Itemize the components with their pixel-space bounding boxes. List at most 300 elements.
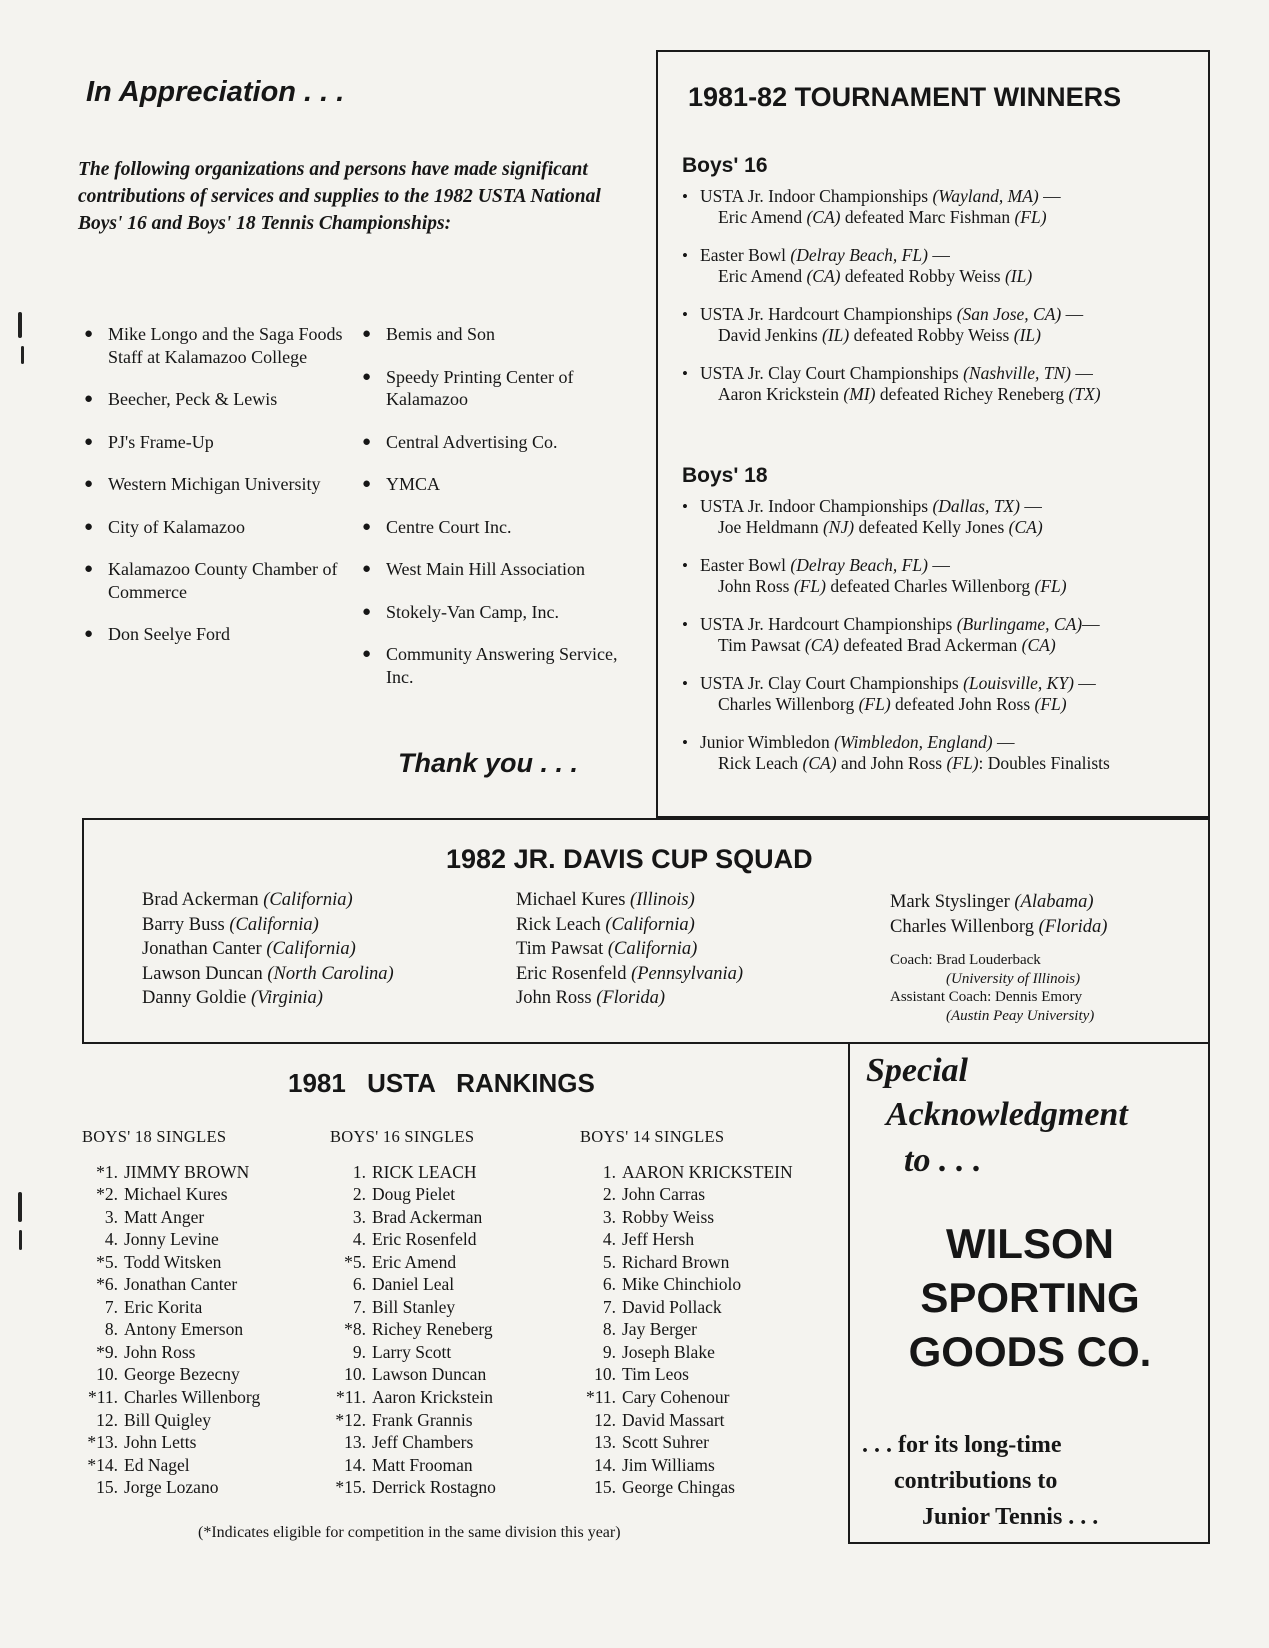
player-name: Jeff Hersh xyxy=(622,1229,695,1250)
member-name: Tim Pawsat xyxy=(516,939,604,960)
contributor-item: ● Western Michigan University xyxy=(84,473,354,496)
event-dash: — xyxy=(1061,304,1084,324)
boys-18-winners-list xyxy=(682,496,1202,774)
member-state: (California) xyxy=(607,939,698,960)
player-name: Jay Berger xyxy=(622,1319,697,1340)
member-state: (North Carolina) xyxy=(267,963,394,984)
player-name: Joseph Blake xyxy=(622,1341,715,1362)
player-name: Richard Brown xyxy=(622,1251,730,1272)
rank-number: 3. xyxy=(104,1206,118,1227)
ranking-row xyxy=(82,1296,260,1319)
player-name: Mike Chinchiolo xyxy=(622,1274,742,1295)
event-location: (Delray Beach, FL) xyxy=(790,245,928,265)
result-word: defeated xyxy=(830,576,890,596)
player-name: Frank Grannis xyxy=(372,1409,473,1430)
assistant-coach-name: Assistant Coach: Dennis Emory xyxy=(890,989,1083,1006)
rank-number: *13. xyxy=(87,1432,118,1453)
contributors-list-right xyxy=(362,323,622,688)
event-name: USTA Jr. Clay Court Championships xyxy=(700,673,959,693)
player-name: Michael Kures xyxy=(124,1184,228,1205)
rank-number: *1. xyxy=(96,1161,118,1182)
player-name: Richey Reneberg xyxy=(372,1319,493,1340)
result-word: defeated xyxy=(858,517,918,537)
ranking-row xyxy=(82,1228,260,1251)
rank-number: *6. xyxy=(96,1274,118,1295)
player-1-state: (CA) xyxy=(802,753,837,773)
event-name: USTA Jr. Hardcourt Championships xyxy=(700,614,953,634)
player-name: Antony Emerson xyxy=(124,1319,244,1340)
squad-member xyxy=(516,888,743,913)
member-state: (Virginia) xyxy=(250,988,323,1009)
davis-squad-column-2 xyxy=(516,888,743,1011)
member-state: (Alabama) xyxy=(1014,892,1094,912)
player-1-state: (FL) xyxy=(858,694,891,714)
player-1: Rick Leach xyxy=(718,753,799,773)
rank-number: 7. xyxy=(602,1296,616,1317)
ranking-row xyxy=(580,1431,793,1454)
ranking-heading: BOYS' 16 SINGLES xyxy=(330,1127,475,1146)
player-2: Brad Ackerman xyxy=(906,635,1018,655)
result-note: : Doubles Finalists xyxy=(978,753,1110,773)
member-name: Jonathan Canter xyxy=(142,939,262,960)
ranking-heading: BOYS' 14 SINGLES xyxy=(580,1127,725,1146)
rank-number: 5. xyxy=(602,1251,616,1272)
event-name: USTA Jr. Indoor Championships xyxy=(700,496,929,516)
player-name: Bill Quigley xyxy=(124,1409,212,1430)
rank-number: 8. xyxy=(602,1319,616,1340)
player-2: Kelly Jones xyxy=(922,517,1005,537)
squad-member xyxy=(516,962,743,987)
member-state: (California) xyxy=(229,914,319,935)
player-1-state: (CA) xyxy=(806,266,841,286)
appreciation-intro: The following organizations and persons have made significant contributions of services and supplies to the 1982 USTA National Boys' 16 and Boys' 18 Tennis Championships: xyxy=(78,159,601,234)
tournament-result xyxy=(682,732,1202,774)
ranking-row xyxy=(330,1183,496,1206)
player-1: Joe Heldmann xyxy=(718,517,819,537)
event-location: (Dallas, TX) xyxy=(932,496,1020,516)
tournament-winners-box xyxy=(656,50,1210,818)
match-result xyxy=(700,694,1202,715)
player-2-state: (FL) xyxy=(946,753,979,773)
rank-number: 4. xyxy=(104,1229,118,1250)
contributor-item: ● Beecher, Peck & Lewis xyxy=(84,388,354,411)
acknowledgment-line-2: Acknowledgment xyxy=(886,1096,1128,1133)
result-word: and xyxy=(840,753,867,773)
rank-number: 15. xyxy=(96,1477,118,1498)
member-name: Eric Rosenfeld xyxy=(516,963,627,984)
match-result xyxy=(700,517,1202,538)
ranking-row xyxy=(330,1161,496,1184)
company-line-1: WILSON xyxy=(946,1220,1114,1267)
ranking-row xyxy=(580,1386,793,1409)
rank-number: 9. xyxy=(602,1341,616,1362)
player-2: John Ross xyxy=(958,694,1031,714)
squad-member xyxy=(142,888,394,913)
ranking-row xyxy=(580,1161,793,1184)
result-word: defeated xyxy=(844,266,905,286)
player-name: Matt Anger xyxy=(124,1206,205,1227)
player-name: Tim Leos xyxy=(622,1364,689,1385)
contributor-item: ● City of Kalamazoo xyxy=(84,516,354,539)
rank-number: 4. xyxy=(602,1229,616,1250)
rank-number: 2. xyxy=(602,1184,616,1205)
ranking-row xyxy=(330,1363,496,1386)
ranking-row xyxy=(330,1228,496,1251)
member-name: Barry Buss xyxy=(142,914,225,935)
event-location: (Wayland, MA) xyxy=(932,186,1039,206)
ranking-row xyxy=(580,1476,793,1499)
rank-number: 6. xyxy=(352,1274,366,1295)
member-state: (California) xyxy=(266,939,356,960)
player-name: Eric Rosenfeld xyxy=(372,1229,477,1250)
ranking-row xyxy=(330,1318,496,1341)
member-name: Lawson Duncan xyxy=(142,963,263,984)
player-name: Charles Willenborg xyxy=(124,1387,261,1408)
player-name: Larry Scott xyxy=(372,1341,452,1362)
member-name: Michael Kures xyxy=(516,890,626,910)
player-name: Todd Witsken xyxy=(124,1251,222,1272)
ranking-row xyxy=(82,1251,260,1274)
rank-number: 12. xyxy=(594,1409,616,1430)
rank-number: 10. xyxy=(344,1364,366,1385)
player-name: Bill Stanley xyxy=(372,1296,456,1317)
player-name: John Letts xyxy=(124,1432,197,1453)
ranking-row xyxy=(82,1409,260,1432)
contributor-item: ● Bemis and Son xyxy=(362,323,622,346)
member-name: John Ross xyxy=(516,988,592,1009)
player-1-state: (MI) xyxy=(843,384,876,404)
player-2: Charles Willenborg xyxy=(893,576,1031,596)
rank-number: 7. xyxy=(352,1296,366,1317)
davis-squad-column-1 xyxy=(142,888,394,1011)
player-name: Eric Amend xyxy=(372,1251,457,1272)
tournament-result xyxy=(682,363,1202,405)
ranking-row xyxy=(580,1183,793,1206)
contributor-item: ● Community Answering Service, Inc. xyxy=(362,643,622,688)
rank-number: *11. xyxy=(88,1387,118,1408)
player-name: Cary Cohenour xyxy=(622,1387,730,1408)
ranking-row xyxy=(82,1386,260,1409)
rank-number: 14. xyxy=(344,1454,366,1475)
player-name: Brad Ackerman xyxy=(372,1206,483,1227)
match-result xyxy=(700,207,1202,228)
player-name: RICK LEACH xyxy=(372,1161,477,1182)
davis-cup-title: 1982 JR. DAVIS CUP SQUAD xyxy=(446,844,813,874)
player-2-state: (TX) xyxy=(1068,384,1101,404)
contributor-item: ● Kalamazoo County Chamber of Commerce xyxy=(84,558,354,603)
rank-number: 3. xyxy=(352,1206,366,1227)
event-dash: — xyxy=(1038,186,1061,206)
squad-member xyxy=(142,937,394,962)
player-name: George Chingas xyxy=(622,1477,735,1498)
rank-number: 1. xyxy=(602,1161,616,1182)
appreciation-title: In Appreciation . . . xyxy=(86,76,345,108)
acknowledgment-line-1: Special xyxy=(866,1052,968,1089)
event-location: (Wimbledon, England) xyxy=(834,732,993,752)
company-line-3: GOODS CO. xyxy=(908,1328,1152,1375)
davis-cup-box xyxy=(82,818,1210,1044)
player-2: Marc Fishman xyxy=(908,207,1011,227)
ranking-row xyxy=(580,1251,793,1274)
davis-squad-column-3 xyxy=(890,890,1107,1025)
player-1-state: (NJ) xyxy=(822,517,855,537)
player-name: Aaron Krickstein xyxy=(372,1387,494,1408)
match-result xyxy=(700,753,1202,774)
rankings-boys-16 xyxy=(330,1126,496,1499)
contribution-line-2: contributions to xyxy=(894,1468,1058,1494)
rank-number: *5. xyxy=(344,1251,366,1272)
boys-16-winners-list xyxy=(682,186,1202,405)
player-2-state: (CA) xyxy=(1021,635,1056,655)
section-heading-boys-18: Boys' 18 xyxy=(682,464,768,487)
binding-mark xyxy=(21,346,24,364)
contribution-line-3: Junior Tennis . . . xyxy=(922,1504,1099,1530)
event-dash: — xyxy=(927,555,950,575)
rank-number: 15. xyxy=(594,1477,616,1498)
binding-mark xyxy=(18,1192,22,1222)
contributor-item: ● YMCA xyxy=(362,473,622,496)
event-dash: — xyxy=(1019,496,1042,516)
rank-number: 14. xyxy=(594,1454,616,1475)
player-name: David Pollack xyxy=(622,1296,722,1317)
coach-name: Coach: Brad Louderback xyxy=(890,952,1041,969)
contributors-list-left xyxy=(84,323,354,646)
ranking-row xyxy=(580,1296,793,1319)
event-location: (Burlingame, CA) xyxy=(956,614,1083,634)
assistant-coach-affiliation: (Austin Peay University) xyxy=(946,1007,1095,1024)
player-name: Doug Pielet xyxy=(372,1184,456,1205)
result-word: defeated xyxy=(844,207,905,227)
player-1: Charles Willenborg xyxy=(718,694,855,714)
match-result xyxy=(700,266,1202,287)
member-state: (Florida) xyxy=(596,988,666,1009)
player-name: Robby Weiss xyxy=(622,1206,715,1227)
player-name: JIMMY BROWN xyxy=(124,1161,250,1182)
squad-member xyxy=(890,890,1107,915)
contributor-item: ● Stokely-Van Camp, Inc. xyxy=(362,601,622,624)
event-name: USTA Jr. Indoor Championships xyxy=(700,186,929,206)
ranking-heading: BOYS' 18 SINGLES xyxy=(82,1127,227,1146)
player-2-state: (IL) xyxy=(1004,266,1033,286)
match-result xyxy=(700,576,1202,597)
rank-number: 1. xyxy=(352,1161,366,1182)
squad-member xyxy=(142,986,394,1011)
player-2-state: (FL) xyxy=(1034,576,1067,596)
player-1: Eric Amend xyxy=(718,266,803,286)
result-word: defeated xyxy=(843,635,903,655)
player-name: Jim Williams xyxy=(622,1454,715,1475)
player-1-state: (CA) xyxy=(804,635,839,655)
player-name: Jorge Lozano xyxy=(124,1477,219,1498)
player-2: Robby Weiss xyxy=(917,325,1010,345)
contributor-item: ● Don Seelye Ford xyxy=(84,623,354,646)
match-result xyxy=(700,635,1202,656)
contribution-line-1: . . . for its long-time xyxy=(862,1432,1062,1458)
rankings-title: 1981 USTA RANKINGS xyxy=(288,1068,595,1098)
player-name: Derrick Rostagno xyxy=(372,1477,496,1498)
ranking-row xyxy=(330,1454,496,1477)
ranking-row xyxy=(580,1363,793,1386)
ranking-row xyxy=(330,1341,496,1364)
event-location: (Delray Beach, FL) xyxy=(790,555,928,575)
ranking-row xyxy=(580,1228,793,1251)
player-2: Robby Weiss xyxy=(908,266,1001,286)
player-1: Aaron Krickstein xyxy=(718,384,840,404)
tournament-result xyxy=(682,555,1202,597)
member-state: (California) xyxy=(605,914,695,935)
ranking-row xyxy=(82,1476,260,1499)
player-name: Eric Korita xyxy=(124,1296,203,1317)
contributor-item: ● PJ's Frame-Up xyxy=(84,431,354,454)
event-name: USTA Jr. Clay Court Championships xyxy=(700,363,959,383)
result-word: defeated xyxy=(853,325,913,345)
result-word: defeated xyxy=(895,694,955,714)
rank-number: 8. xyxy=(104,1319,118,1340)
player-2: John Ross xyxy=(870,753,943,773)
event-name: Junior Wimbledon xyxy=(700,732,830,752)
ranking-row xyxy=(82,1431,260,1454)
player-2-state: (CA) xyxy=(1008,517,1043,537)
player-2-state: (IL) xyxy=(1013,325,1041,345)
contributor-item: ● Central Advertising Co. xyxy=(362,431,622,454)
ranking-row xyxy=(580,1409,793,1432)
tournament-result xyxy=(682,496,1202,538)
member-state: (Pennsylvania) xyxy=(631,963,744,984)
squad-member xyxy=(516,937,743,962)
tournament-result xyxy=(682,614,1202,656)
ranking-row xyxy=(82,1273,260,1296)
event-name: Easter Bowl xyxy=(700,555,787,575)
player-name: Scott Suhrer xyxy=(622,1432,710,1453)
ranking-row xyxy=(82,1206,260,1229)
rank-number: *9. xyxy=(96,1341,118,1362)
ranking-row xyxy=(82,1183,260,1206)
match-result xyxy=(700,384,1202,405)
member-name: Brad Ackerman xyxy=(142,890,259,910)
player-name: David Massart xyxy=(622,1409,725,1430)
player-name: Jonathan Canter xyxy=(124,1274,238,1295)
special-acknowledgment-box xyxy=(848,1044,1210,1544)
player-1: Tim Pawsat xyxy=(718,635,801,655)
player-name: John Carras xyxy=(622,1184,706,1205)
player-name: John Ross xyxy=(124,1341,196,1362)
rank-number: *2. xyxy=(96,1184,118,1205)
player-name: Lawson Duncan xyxy=(372,1364,487,1385)
rank-number: 12. xyxy=(96,1409,118,1430)
event-name: Easter Bowl xyxy=(700,245,787,265)
event-location: (San Jose, CA) xyxy=(956,304,1062,324)
ranking-row xyxy=(82,1363,260,1386)
match-result xyxy=(700,325,1202,346)
player-2-state: (FL) xyxy=(1014,207,1047,227)
ranking-row xyxy=(330,1296,496,1319)
tournament-winners-title: 1981-82 TOURNAMENT WINNERS xyxy=(688,82,1122,112)
rankings-boys-14 xyxy=(580,1126,793,1499)
thank-you-text: Thank you . . . xyxy=(398,748,579,778)
rank-number: 2. xyxy=(352,1184,366,1205)
rank-number: 4. xyxy=(352,1229,366,1250)
ranking-row xyxy=(330,1386,496,1409)
rankings-footnote: (*Indicates eligible for competition in the same division this year) xyxy=(198,1524,621,1541)
member-name: Mark Styslinger xyxy=(890,892,1010,912)
ranking-row xyxy=(580,1206,793,1229)
player-1-state: (FL) xyxy=(793,576,826,596)
squad-member xyxy=(142,913,394,938)
member-state: (Illinois) xyxy=(630,890,695,910)
tournament-result xyxy=(682,186,1202,228)
player-1-state: (CA) xyxy=(806,207,841,227)
ranking-row xyxy=(82,1161,260,1184)
member-state: (California) xyxy=(263,890,353,910)
ranking-row xyxy=(82,1318,260,1341)
ranking-row xyxy=(580,1341,793,1364)
rank-number: *8. xyxy=(344,1319,366,1340)
rank-number: *5. xyxy=(96,1251,118,1272)
player-1: Eric Amend xyxy=(718,207,803,227)
coach-info xyxy=(890,951,1107,1025)
rank-number: *12. xyxy=(335,1409,366,1430)
contributor-item: ● Mike Longo and the Saga Foods Staff at Kalamazoo College xyxy=(84,323,354,368)
event-dash: — xyxy=(1073,673,1096,693)
rank-number: 10. xyxy=(594,1364,616,1385)
ranking-row xyxy=(580,1318,793,1341)
event-name: USTA Jr. Hardcourt Championships xyxy=(700,304,953,324)
ranking-row xyxy=(330,1273,496,1296)
event-location: (Louisville, KY) xyxy=(963,673,1074,693)
section-heading-boys-16: Boys' 16 xyxy=(682,154,768,177)
player-1-state: (IL) xyxy=(822,325,850,345)
contributor-item: ● Centre Court Inc. xyxy=(362,516,622,539)
tournament-result xyxy=(682,673,1202,715)
player-name: Jeff Chambers xyxy=(372,1432,474,1453)
squad-member xyxy=(142,962,394,987)
rank-number: 7. xyxy=(104,1296,118,1317)
rank-number: *11. xyxy=(336,1387,366,1408)
binding-mark xyxy=(19,1230,22,1250)
rank-number: 6. xyxy=(602,1274,616,1295)
event-dash: — xyxy=(927,245,950,265)
ranking-row xyxy=(580,1454,793,1477)
member-state: (Florida) xyxy=(1038,916,1108,937)
ranking-row xyxy=(330,1431,496,1454)
ranking-row xyxy=(580,1273,793,1296)
event-location: (Nashville, TN) xyxy=(963,363,1071,383)
tournament-result xyxy=(682,304,1202,346)
member-name: Charles Willenborg xyxy=(890,916,1034,937)
ranking-row xyxy=(330,1251,496,1274)
event-dash: — xyxy=(992,732,1015,752)
player-2-state: (FL) xyxy=(1034,694,1067,714)
squad-member xyxy=(890,915,1107,940)
squad-member xyxy=(516,986,743,1011)
acknowledgment-line-3: to . . . xyxy=(904,1142,982,1179)
rank-number: *11. xyxy=(586,1387,616,1408)
rank-number: *14. xyxy=(87,1454,118,1475)
company-line-2: SPORTING xyxy=(920,1274,1140,1321)
player-1: John Ross xyxy=(718,576,790,596)
contributor-item: ● West Main Hill Association xyxy=(362,558,622,581)
player-name: Jonny Levine xyxy=(124,1229,219,1250)
player-2: Richey Reneberg xyxy=(943,384,1065,404)
result-word: defeated xyxy=(879,384,940,404)
contributor-item: ● Speedy Printing Center of Kalamazoo xyxy=(362,366,622,411)
ranking-row xyxy=(330,1206,496,1229)
player-name: George Bezecny xyxy=(124,1364,240,1385)
player-name: AARON KRICKSTEIN xyxy=(622,1161,793,1182)
player-1: David Jenkins xyxy=(718,325,818,345)
squad-member xyxy=(516,913,743,938)
player-name: Matt Frooman xyxy=(372,1454,473,1475)
